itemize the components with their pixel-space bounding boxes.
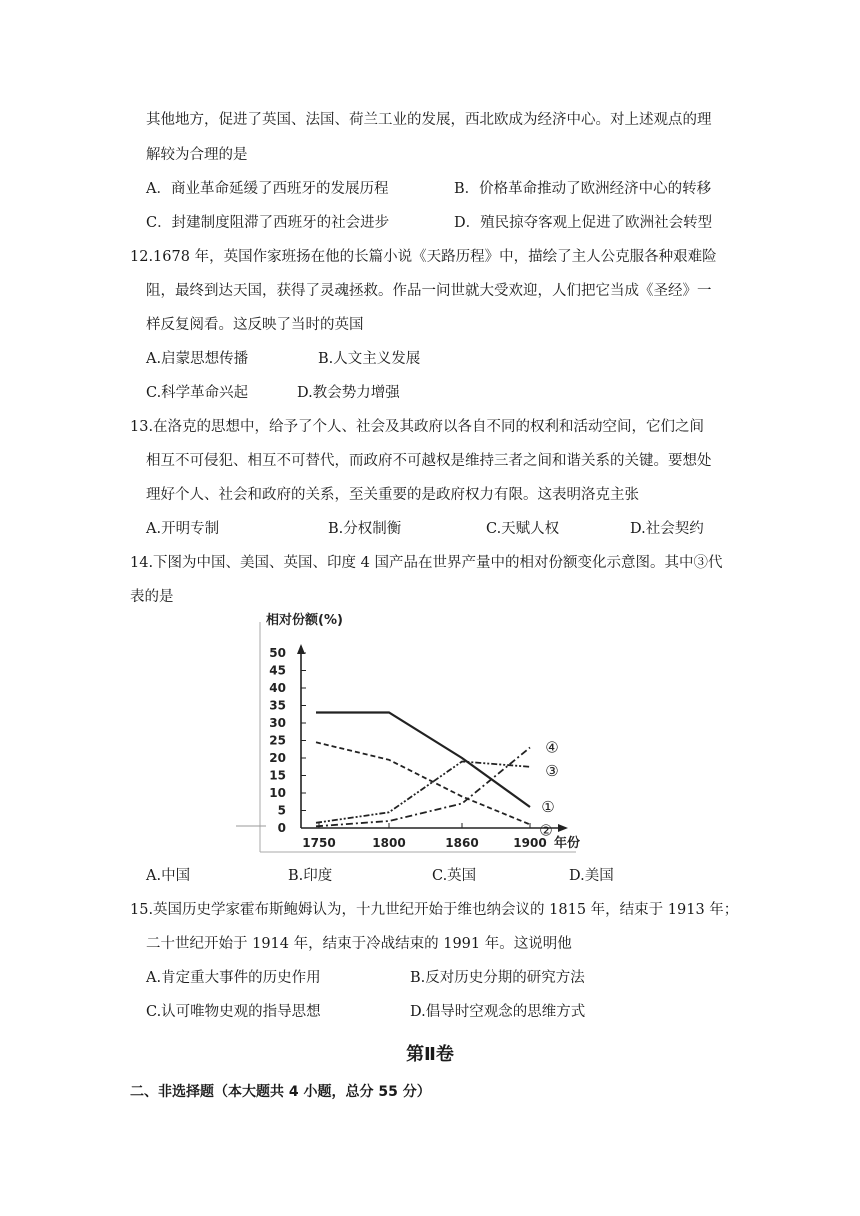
q14-option-d: D.美国 (569, 868, 614, 884)
q14-option-c: C.英国 (432, 868, 477, 884)
intro-line-1: 其他地方，促进了英国、法国、荷兰工业的发展，西北欧成为经济中心。对上述观点的理 (146, 112, 712, 128)
q12-line-2: 阻，最终到达天国，获得了灵魂拯救。作品一问世就大受欢迎，人们把它当成《圣经》一 (146, 283, 712, 299)
q13-option-b: B.分权制衡 (328, 521, 402, 537)
x-tick-label: 1860 (445, 836, 479, 850)
q11-option-d: D．殖民掠夺客观上促进了欧洲社会转型 (454, 215, 713, 231)
y-tick-label: 15 (269, 768, 286, 783)
x-tick-label: 1750 (302, 836, 336, 850)
q14-option-a: A.中国 (146, 868, 191, 884)
q12-option-d: D.教会势力增强 (297, 385, 400, 401)
q12-option-a: A.启蒙思想传播 (146, 351, 249, 367)
q14-line-1: 14.下图为中国、美国、英国、印度 4 国产品在世界产量中的相对份额变化示意图。其中③代 (130, 555, 723, 571)
q13-line-3: 理好个人、社会和政府的关系，至关重要的是政府权力有限。这表明洛克主张 (146, 487, 639, 503)
y-tick-label: 30 (269, 716, 286, 730)
y-tick-label: 25 (269, 733, 286, 748)
q15-line-2: 二十世纪开始于 1914 年，结束于冷战结束的 1991 年。这说明他 (146, 936, 572, 952)
q11-option-a: A．商业革命延缓了西班牙的发展历程 (146, 181, 389, 197)
q11-option-c: C．封建制度阻滞了西班牙的社会进步 (146, 215, 390, 231)
q15-option-b: B.反对历史分期的研究方法 (410, 970, 585, 986)
series-label-2: ② (539, 821, 553, 840)
y-tick-label: 45 (269, 663, 286, 678)
q14-line-2: 表的是 (130, 589, 174, 605)
y-tick-label: 5 (277, 803, 286, 818)
q13-option-a: A.开明专制 (146, 521, 220, 537)
series-label-3: ③ (545, 761, 559, 780)
q14-option-b: B.印度 (288, 868, 333, 884)
chart-ylabel: 相对份额(%) (266, 613, 343, 628)
q15-option-a: A.肯定重大事件的历史作用 (146, 970, 321, 986)
part-2-heading: 二、非选择题（本大题共 4 小题，总分 55 分） (130, 1084, 431, 1100)
y-tick-label: 40 (269, 681, 286, 695)
y-tick-label: 0 (277, 821, 286, 835)
q12-line-1: 12.1678 年，英国作家班扬在他的长篇小说《天路历程》中，描绘了主人公克服各种艰难险 (130, 249, 717, 265)
series-label-1: ① (541, 798, 555, 816)
q11-option-b: B．价格革命推动了欧洲经济中心的转移 (454, 181, 712, 197)
q15-option-c: C.认可唯物史观的指导思想 (146, 1004, 321, 1020)
series-line-1 (316, 713, 530, 808)
q13-option-d: D.社会契约 (630, 521, 704, 537)
chart-xlabel: 年份 (554, 836, 581, 851)
x-axis-arrow (558, 824, 568, 832)
chart-plot-area (236, 622, 576, 852)
series-line-4 (316, 748, 530, 827)
x-tick-label: 1800 (372, 836, 406, 850)
q12-option-c: C.科学革命兴起 (146, 385, 249, 401)
y-tick-label: 20 (269, 751, 286, 765)
y-tick-label: 35 (269, 698, 286, 713)
q15-line-1: 15.英国历史学家霍布斯鲍姆认为，十九世纪开始于维也纳会议的 1815 年，结束于 1913 年； (130, 902, 739, 918)
market-share-chart (236, 608, 606, 858)
chart-svg (236, 608, 606, 858)
series-label-4: ④ (545, 738, 559, 757)
q15-option-d: D.倡导时空观念的思维方式 (410, 1004, 586, 1020)
part-2-title: 第Ⅱ卷 (406, 1044, 454, 1065)
y-tick-label: 50 (269, 646, 286, 660)
q13-line-1: 13.在洛克的思想中，给予了个人、社会及其政府以各自不同的权利和活动空间，它们之间 (130, 419, 705, 435)
q12-option-b: B.人文主义发展 (318, 351, 421, 367)
intro-line-2: 解较为合理的是 (146, 147, 248, 163)
x-tick-label: 1900 (513, 836, 547, 850)
q13-line-2: 相互不可侵犯、相互不可替代，而政府不可越权是维持三者之间和谐关系的关键。要想处 (146, 453, 712, 469)
q12-line-3: 样反复阅看。这反映了当时的英国 (146, 317, 364, 333)
q13-option-c: C.天赋人权 (486, 521, 560, 537)
y-tick-label: 10 (269, 786, 286, 800)
